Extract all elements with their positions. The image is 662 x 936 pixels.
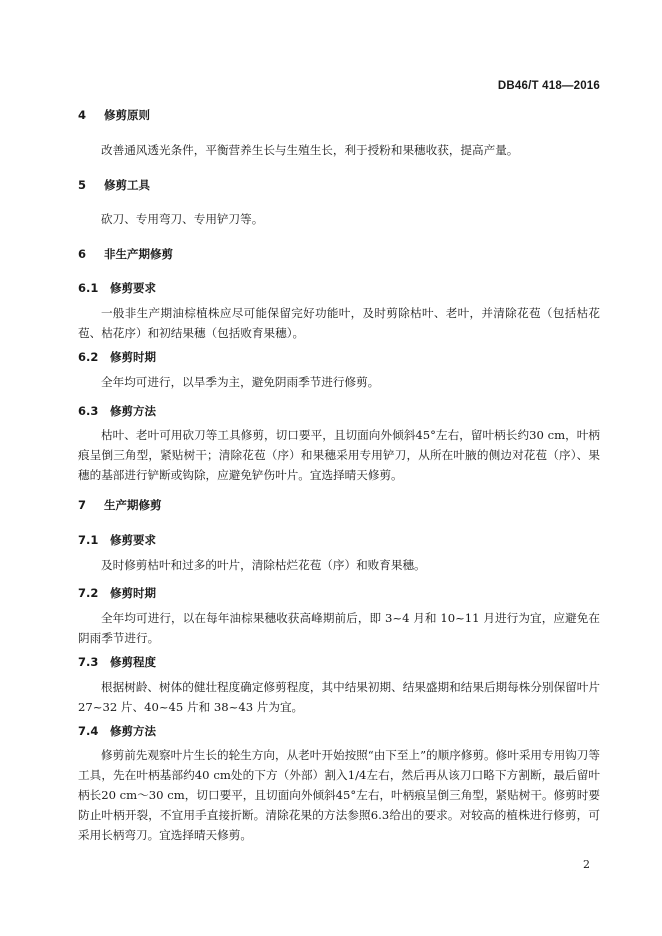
- section-7-3-heading: [78, 654, 156, 670]
- standard-code: DB46/T 418—2016: [497, 80, 600, 92]
- section-number: 4: [78, 108, 87, 122]
- section-7-2-heading: [78, 585, 156, 601]
- section-5-heading: [78, 177, 150, 193]
- page-number: 2: [583, 858, 590, 871]
- section-number: 7.3: [78, 655, 99, 669]
- section-number: 6.1: [78, 281, 99, 295]
- section-title: 修剪时期: [110, 350, 156, 364]
- section-title: 修剪程度: [110, 655, 156, 669]
- section-title: 修剪工具: [104, 178, 150, 192]
- section-number: 5: [78, 178, 87, 192]
- section-7-3-body: 根据树龄、树体的健壮程度确定修剪程度，其中结果初期、结果盛期和结果后期每株分别保留叶片 27~32 片、40~45 片和 38~43 片为宜。: [78, 680, 600, 714]
- section-title: 生产期修剪: [104, 498, 162, 512]
- section-number: 7.1: [78, 533, 99, 547]
- section-number: 6.3: [78, 404, 99, 418]
- section-7-1-body: 及时修剪枯叶和过多的叶片，清除枯烂花苞（序）和败育果穗。: [101, 558, 426, 572]
- section-number: 6: [78, 247, 87, 261]
- section-number: 7: [78, 498, 87, 512]
- section-5-body: 砍刀、专用弯刀、专用铲刀等。: [101, 212, 264, 226]
- section-number: 6.2: [78, 350, 99, 364]
- section-title: 修剪要求: [110, 533, 156, 547]
- section-title: 非生产期修剪: [104, 247, 173, 261]
- section-title: 修剪方法: [110, 404, 156, 418]
- section-6-2-body: 全年均可进行，以旱季为主，避免阴雨季节进行修剪。: [101, 375, 380, 389]
- section-7-1-heading: [78, 532, 156, 548]
- section-6-3-body: 枯叶、老叶可用砍刀等工具修剪，切口要平，且切面向外倾斜45°左右，留叶柄长约30 cm，叶柄痕呈倒三角型，紧贴树干；清除花苞（序）和果穗采用专用铲刀，从所在叶腋的侧边对花苞（序）、果穗的基部进行铲断或钩除，应避免铲伤叶片。宜选择晴天修剪。: [78, 428, 600, 482]
- section-4-body: 改善通风透光条件，平衡营养生长与生殖生长，利于授粉和果穗收获，提高产量。: [101, 143, 519, 157]
- section-6-1-heading: [78, 280, 156, 296]
- section-title: 修剪要求: [110, 281, 156, 295]
- section-7-heading: [78, 497, 162, 513]
- section-4-heading: [78, 107, 150, 123]
- section-title: 修剪时期: [110, 586, 156, 600]
- section-7-2-body: 全年均可进行，以在每年油棕果穗收获高峰期前后，即 3~4 月和 10~11 月进行为宜，应避免在阴雨季节进行。: [78, 611, 600, 645]
- section-title: 修剪原则: [104, 108, 150, 122]
- section-6-heading: [78, 246, 173, 262]
- section-title: 修剪方法: [110, 724, 156, 738]
- section-6-1-body: 一般非生产期油棕植株应尽可能保留完好功能叶，及时剪除枯叶、老叶，并清除花苞（包括枯花苞、枯花序）和初结果穗（包括败育果穗）。: [78, 306, 600, 340]
- section-7-4-body: 修剪前先观察叶片生长的轮生方向，从老叶开始按照“由下至上”的顺序修剪。修叶采用专用钩刀等工具，先在叶柄基部约40 cm处的下方（外部）割入1/4左右，然后再从该刀口略下方割断，最后留叶柄长20 cm～30 cm，切口要平，且切面向外倾斜45°左右，叶柄痕呈倒三角型，紧贴树干。修剪时要防止叶柄开裂，不宜用手直接折断。清除花果的方法参照6.3给出的要求。对较高的植株进行修剪，可采用长柄弯刀。宜选择晴天修剪。: [78, 748, 600, 842]
- section-6-3-heading: [78, 403, 156, 419]
- section-number: 7.2: [78, 586, 99, 600]
- section-number: 7.4: [78, 724, 99, 738]
- section-7-4-heading: [78, 723, 156, 739]
- section-6-2-heading: [78, 349, 156, 365]
